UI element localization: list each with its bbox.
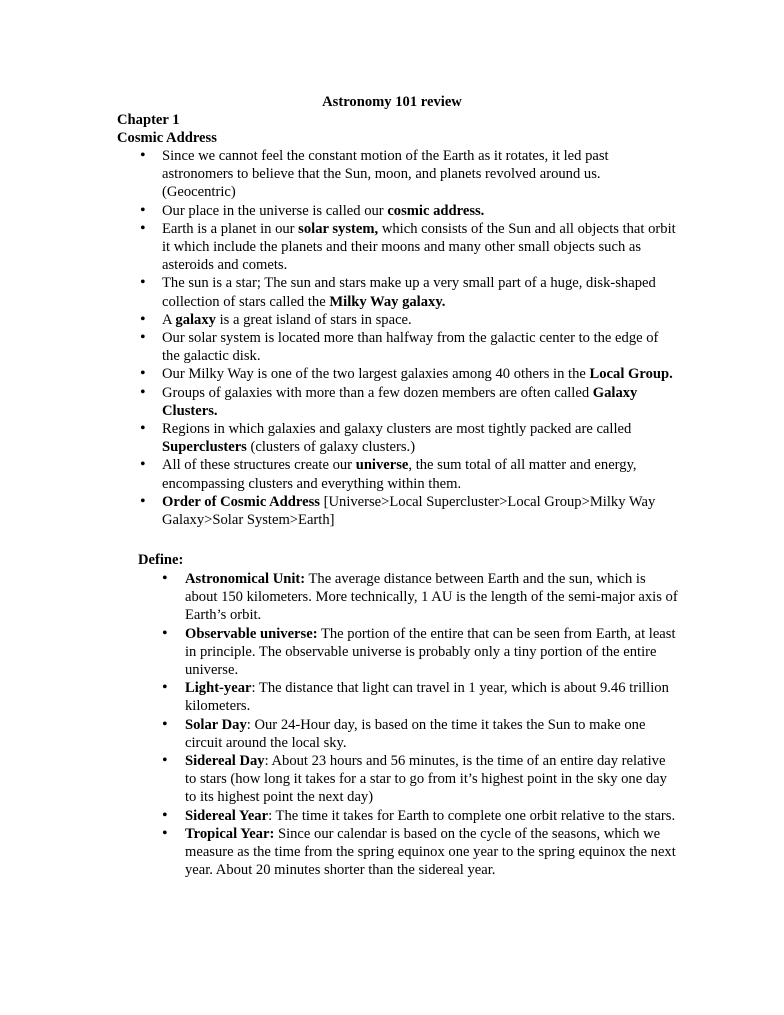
definition-item — [139, 679, 679, 715]
chapter-heading: Chapter 1 — [117, 112, 180, 128]
section-heading: Cosmic Address — [117, 130, 217, 146]
bullet-text: which consists of the Sun and all objects that orbit it which include the planets and their moons and many other small objects such as asteroids and comets. — [162, 220, 676, 274]
bullet-text: (clusters of galaxy clusters.) — [246, 439, 416, 456]
bullet-bold-text: galaxy — [175, 311, 216, 328]
definition-term: Solar Day — [185, 716, 247, 733]
bullet-text: , the sum total of all matter and energy, encompassing clusters and everything within them. — [162, 457, 637, 492]
definition-text: Since our calendar is based on the cycle of the seasons, which we measure as the time from the spring equinox one year to the spring equinox the next year. About 20 minutes shorter than the sidereal year. — [185, 825, 676, 879]
definition-item — [139, 570, 679, 625]
definition-term: Astronomical Unit: — [185, 571, 306, 587]
bullet-text: A — [162, 311, 176, 328]
bullet-bold-text: universe — [355, 457, 409, 474]
bullet-bold-text: Milky Way galaxy. — [329, 293, 446, 310]
definition-text: : The time it takes for Earth to complete one orbit relative to the stars. — [268, 807, 676, 824]
definition-text: : About 23 hours and 56 minutes, is the time of an entire day relative to stars (how long it takes for a star to go from it’s highest point in the sky one day to its highest point the next day) — [185, 753, 667, 806]
bullet-text: All of these structures create our — [162, 457, 356, 474]
bullet-text: [Universe>Local Supercluster>Local Group>Milky Way Galaxy>Solar System>Earth] — [162, 493, 656, 529]
definition-term: Light-year — [185, 680, 252, 697]
bullet-bold-text: solar system, — [298, 220, 379, 237]
list-item — [117, 365, 677, 383]
definition-item — [139, 825, 679, 880]
bullet-text: Groups of galaxies with more than a few dozen members are often called — [162, 384, 593, 401]
define-heading: Define: — [138, 552, 184, 568]
definition-text: The average distance between Earth and the sun, which is about 150 kilometers. More technically, 1 AU is the length of the semi-major axis of Earth’s orbit. — [185, 571, 678, 624]
definition-term: Tropical Year: — [185, 825, 275, 842]
list-item — [117, 493, 677, 529]
definition-text: : The distance that light can travel in 1 year, which is about 9.46 trillion kilometers. — [185, 680, 669, 715]
definitions-list — [139, 570, 679, 879]
list-item — [117, 311, 677, 329]
bullet-text: is a great island of stars in space. — [215, 311, 412, 328]
list-item — [117, 384, 677, 420]
bullet-bold-text: Local Group. — [589, 366, 673, 383]
definition-text: : Our 24-Hour day, is based on the time it takes the Sun to make one circuit around the local sky. — [185, 716, 646, 751]
bullet-text: Our solar system is located more than halfway from the galactic center to the edge of the galactic disk. — [162, 330, 659, 365]
bullet-text: Our place in the universe is called our — [162, 202, 388, 219]
bullet-text: Our Milky Way is one of the two largest galaxies among 40 others in the — [162, 366, 590, 383]
definition-term: Sidereal Year — [185, 807, 269, 824]
definition-term: Sidereal Day — [185, 753, 265, 770]
bullet-text: Earth is a planet in our — [162, 220, 299, 237]
definition-text: The portion of the entire that can be seen from Earth, at least in principle. The observable universe is probably only a tiny portion of the entire universe. — [185, 625, 676, 679]
cosmic-address-list — [117, 147, 677, 529]
list-item — [117, 202, 677, 220]
definition-item — [139, 807, 679, 825]
list-item — [117, 274, 677, 310]
document-title: Astronomy 101 review — [322, 94, 462, 110]
bullet-bold-text: Superclusters — [162, 439, 247, 456]
bullet-text: Since we cannot feel the constant motion of the Earth as it rotates, it led past astronomers to believe that the Sun, moon, and planets revolved around us. (Geocentric) — [162, 148, 609, 201]
definition-item — [139, 625, 679, 680]
bullet-bold-text: cosmic address. — [387, 202, 485, 219]
list-item — [117, 456, 677, 492]
list-item — [117, 220, 677, 275]
bullet-text: Regions in which galaxies and galaxy clusters are most tightly packed are called — [162, 421, 632, 438]
list-item — [117, 147, 677, 202]
bullet-bold-text: Galaxy Clusters. — [162, 384, 638, 419]
definition-item — [139, 716, 679, 752]
list-item — [117, 329, 677, 365]
definition-term: Observable universe: — [185, 625, 318, 642]
list-item — [117, 420, 677, 456]
bullet-text: The sun is a star; The sun and stars make up a very small part of a huge, disk-shaped collection of stars called the — [162, 275, 656, 310]
bullet-bold-text: Order of Cosmic Address — [162, 493, 320, 510]
definition-item — [139, 752, 679, 807]
